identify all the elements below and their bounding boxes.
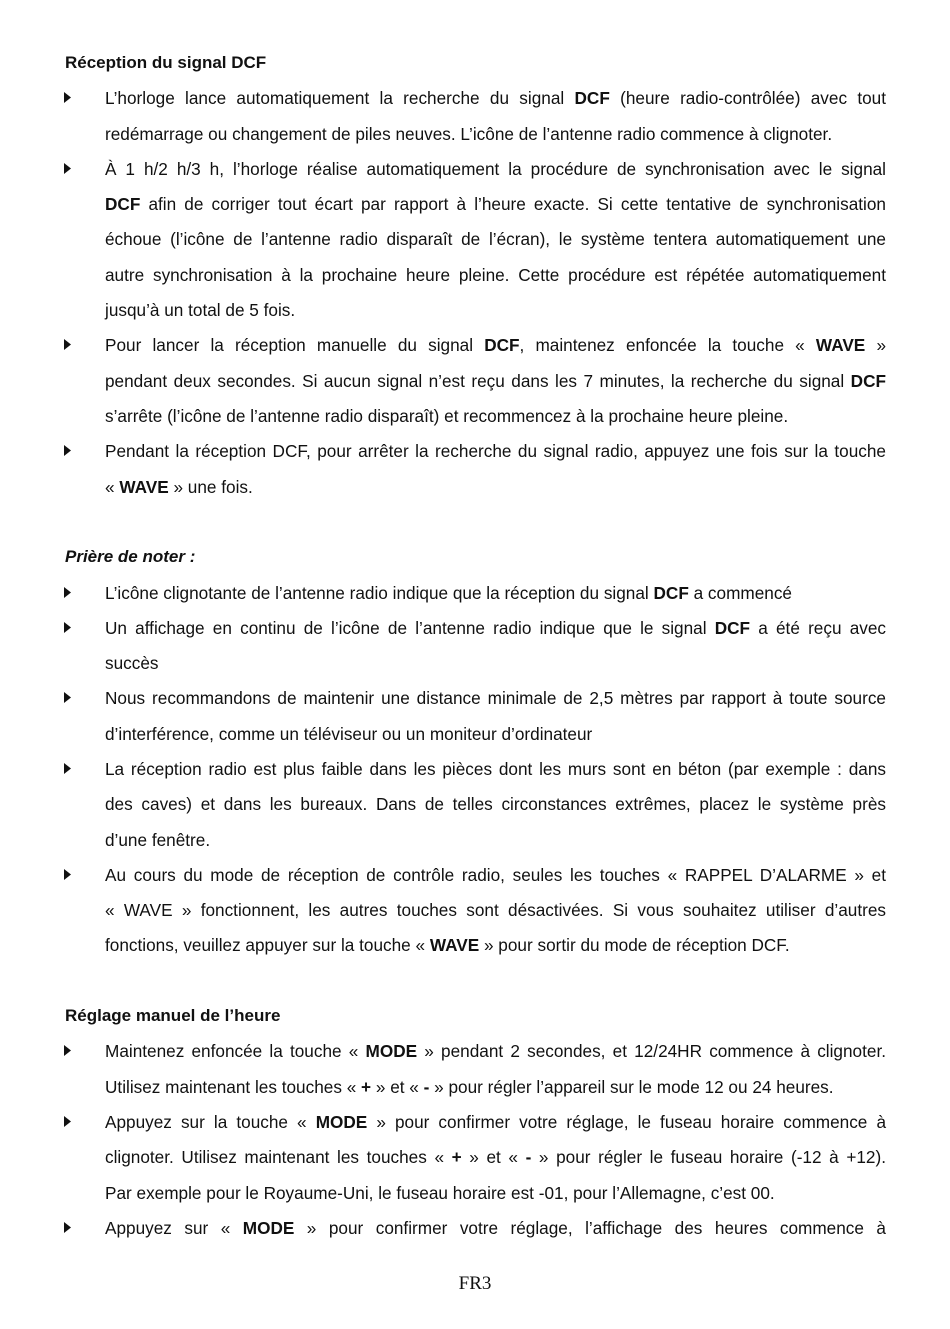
text-line: autre synchronisation à la prochaine heure pleine. Cette procédure est répétée automatiquement <box>105 264 886 285</box>
list-item-text <box>105 616 886 687</box>
section-heading: Réglage manuel de l’heure <box>65 1006 281 1026</box>
text-line: Par exemple pour le Royaume-Uni, le fuseau horaire est -01, pour l’Allemagne, c’est 00. <box>105 1182 775 1203</box>
text-line: Appuyez sur la touche « MODE » pour confirmer votre réglage, le fuseau horaire commence à <box>105 1112 887 1132</box>
triangle-bullet-icon <box>63 621 73 635</box>
text-line: DCF afin de corriger tout écart par rapport à l’heure exacte. Si cette tentative de synchronisation <box>105 194 886 215</box>
triangle-bullet-icon <box>63 762 73 776</box>
text-line: Maintenez enfoncée la touche « MODE » pendant 2 secondes, et 12/24HR commence à clignoter. <box>105 1041 886 1062</box>
text-line: L’horloge lance automatiquement la recherche du signal DCF (heure radio-contrôlée) avec tout <box>105 88 886 109</box>
text-line: À 1 h/2 h/3 h, l’horloge réalise automatiquement la procédure de synchronisation avec le signal <box>105 158 886 179</box>
page-number: FR3 <box>458 1273 492 1294</box>
text-line: jusqu’à un total de 5 fois. <box>105 300 296 321</box>
text-line: La réception radio est plus faible dans les pièces dont les murs sont en béton (par exemple : dans <box>105 759 886 779</box>
triangle-bullet-icon <box>63 162 73 176</box>
text-line: s’arrête (l’icône de l’antenne radio disparaît) et recommencez à la prochaine heure pleine. <box>105 405 789 426</box>
text-line: succès <box>105 653 159 674</box>
text-line: « WAVE » une fois. <box>105 476 253 497</box>
text-line: L’icône clignotante de l’antenne radio indique que la réception du signal DCF a commencé <box>105 582 792 603</box>
list-item-text <box>105 333 886 439</box>
section-heading: Réception du signal DCF <box>65 53 267 72</box>
list-item-text <box>105 581 886 616</box>
triangle-bullet-icon <box>63 1221 73 1235</box>
text-line: d’une fenêtre. <box>105 829 211 850</box>
list-item-text <box>105 86 886 157</box>
text-line: Nous recommandons de maintenir une distance minimale de 2,5 mètres par rapport à toute source <box>105 688 886 709</box>
list-item-text <box>105 157 886 333</box>
text-line: pendant deux secondes. Si aucun signal n’est reçu dans les 7 minutes, la recherche du signal DCF <box>105 370 886 391</box>
list-item-text <box>105 757 886 863</box>
section-heading: Prière de noter : <box>65 547 196 567</box>
list-item-text <box>105 863 886 969</box>
text-line: fonctions, veuillez appuyer sur la touche « WAVE » pour sortir du mode de réception DCF. <box>105 935 790 956</box>
list-item-text <box>105 1039 886 1110</box>
triangle-bullet-icon <box>63 691 73 705</box>
text-line: d’interférence, comme un téléviseur ou un moniteur d’ordinateur <box>105 723 593 744</box>
triangle-bullet-icon <box>63 338 73 352</box>
text-line: clignoter. Utilisez maintenant les touches « + » et « - » pour régler le fuseau horaire (-12 à +12). <box>105 1147 886 1168</box>
triangle-bullet-icon <box>63 868 73 882</box>
text-line: redémarrage ou changement de piles neuves. L’icône de l’antenne radio commence à clignoter. <box>105 123 833 144</box>
text-line: Au cours du mode de réception de contrôle radio, seules les touches « RAPPEL D’ALARME » et <box>105 864 886 885</box>
text-line: Utilisez maintenant les touches « + » et « - » pour régler l’appareil sur le mode 12 ou 24 heures. <box>105 1076 834 1097</box>
list-item-text <box>105 439 886 510</box>
triangle-bullet-icon <box>63 444 73 458</box>
triangle-bullet-icon <box>63 91 73 105</box>
triangle-bullet-icon <box>63 1044 73 1058</box>
list-item-text <box>105 686 886 757</box>
triangle-bullet-icon <box>63 1115 73 1129</box>
text-line: Un affichage en continu de l’icône de l’antenne radio indique que le signal DCF a été reçu avec <box>105 617 887 638</box>
list-item-text <box>105 1216 886 1251</box>
text-line: des caves) et dans les bureaux. Dans de telles circonstances extrêmes, placez le système près <box>105 794 886 815</box>
text-line: « WAVE » fonctionnent, les autres touches sont désactivées. Si vous souhaitez utiliser d’autres <box>105 900 886 921</box>
text-line: Appuyez sur « MODE » pour confirmer votre réglage, l’affichage des heures commence à <box>105 1217 886 1238</box>
triangle-bullet-icon <box>63 586 73 600</box>
text-line: Pendant la réception DCF, pour arrêter la recherche du signal radio, appuyez une fois sur la touche <box>105 441 886 462</box>
text-line: échoue (l’icône de l’antenne radio disparaît de l’écran), le système tentera automatiquement une <box>105 229 886 250</box>
text-line: Pour lancer la réception manuelle du signal DCF, maintenez enfoncée la touche « WAVE » <box>105 335 886 356</box>
list-item-text <box>105 1110 886 1216</box>
